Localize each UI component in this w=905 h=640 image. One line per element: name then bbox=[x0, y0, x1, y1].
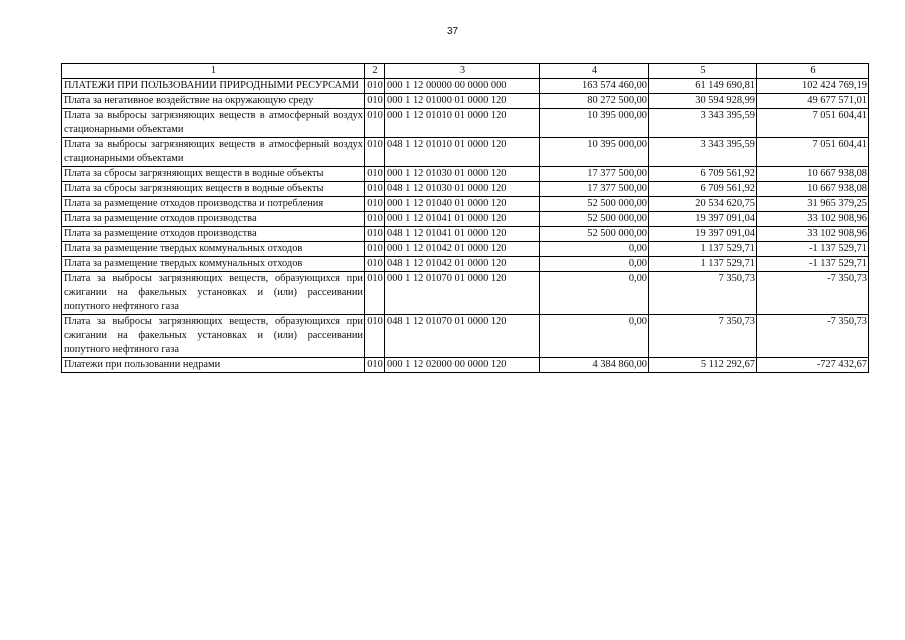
row-value-col4: 0,00 bbox=[540, 315, 649, 358]
row-value-col6: 33 102 908,96 bbox=[757, 227, 869, 242]
row-value-col6: 49 677 571,01 bbox=[757, 94, 869, 109]
row-value-col5: 20 534 620,75 bbox=[649, 197, 757, 212]
row-name: Плата за выбросы загрязняющих веществ, образующихся при сжигании на факельных установках и (или) рассеивании попутного нефтяного газа bbox=[62, 315, 365, 358]
row-value-col5: 30 594 928,99 bbox=[649, 94, 757, 109]
row-value-col6: 10 667 938,08 bbox=[757, 167, 869, 182]
column-header-6: 6 bbox=[757, 64, 869, 79]
row-value-col5: 1 137 529,71 bbox=[649, 242, 757, 257]
row-value-col5: 3 343 395,59 bbox=[649, 109, 757, 138]
column-header-5: 5 bbox=[649, 64, 757, 79]
row-code: 010 bbox=[365, 272, 385, 315]
row-classification-code: 000 1 12 01040 01 0000 120 bbox=[385, 197, 540, 212]
row-classification-code: 000 1 12 01042 01 0000 120 bbox=[385, 242, 540, 257]
table-row bbox=[62, 94, 869, 109]
row-value-col5: 1 137 529,71 bbox=[649, 257, 757, 272]
row-classification-code: 000 1 12 01070 01 0000 120 bbox=[385, 272, 540, 315]
table-row bbox=[62, 315, 869, 358]
row-name: Плата за размещение отходов производства и потребления bbox=[62, 197, 365, 212]
row-value-col6: -727 432,67 bbox=[757, 358, 869, 373]
row-value-col6: -7 350,73 bbox=[757, 315, 869, 358]
row-classification-code: 048 1 12 01042 01 0000 120 bbox=[385, 257, 540, 272]
table-row bbox=[62, 257, 869, 272]
row-code: 010 bbox=[365, 212, 385, 227]
row-classification-code: 000 1 12 01010 01 0000 120 bbox=[385, 109, 540, 138]
row-name: Плата за сбросы загрязняющих веществ в водные объекты bbox=[62, 182, 365, 197]
row-classification-code: 000 1 12 01000 01 0000 120 bbox=[385, 94, 540, 109]
row-code: 010 bbox=[365, 242, 385, 257]
table-row bbox=[62, 212, 869, 227]
row-classification-code: 048 1 12 01030 01 0000 120 bbox=[385, 182, 540, 197]
row-value-col6: -7 350,73 bbox=[757, 272, 869, 315]
row-value-col5: 7 350,73 bbox=[649, 315, 757, 358]
row-code: 010 bbox=[365, 167, 385, 182]
row-classification-code: 048 1 12 01010 01 0000 120 bbox=[385, 138, 540, 167]
row-code: 010 bbox=[365, 182, 385, 197]
budget-table bbox=[61, 63, 869, 373]
row-value-col4: 4 384 860,00 bbox=[540, 358, 649, 373]
row-value-col4: 10 395 000,00 bbox=[540, 138, 649, 167]
row-name: Плата за выбросы загрязняющих веществ, образующихся при сжигании на факельных установках и (или) рассеивании попутного нефтяного газа bbox=[62, 272, 365, 315]
row-value-col4: 163 574 460,00 bbox=[540, 79, 649, 94]
row-value-col6: 10 667 938,08 bbox=[757, 182, 869, 197]
row-name: Плата за размещение твердых коммунальных отходов bbox=[62, 257, 365, 272]
row-value-col4: 52 500 000,00 bbox=[540, 227, 649, 242]
row-value-col4: 10 395 000,00 bbox=[540, 109, 649, 138]
table-row bbox=[62, 358, 869, 373]
row-name: Плата за негативное воздействие на окружающую среду bbox=[62, 94, 365, 109]
row-code: 010 bbox=[365, 197, 385, 212]
table-row bbox=[62, 197, 869, 212]
row-value-col5: 6 709 561,92 bbox=[649, 182, 757, 197]
page-number: 37 bbox=[446, 26, 459, 37]
row-value-col5: 5 112 292,67 bbox=[649, 358, 757, 373]
table-row bbox=[62, 242, 869, 257]
row-name: Плата за размещение твердых коммунальных отходов bbox=[62, 242, 365, 257]
row-value-col4: 17 377 500,00 bbox=[540, 182, 649, 197]
row-value-col6: -1 137 529,71 bbox=[757, 242, 869, 257]
table-row bbox=[62, 167, 869, 182]
row-value-col4: 0,00 bbox=[540, 242, 649, 257]
row-code: 010 bbox=[365, 138, 385, 167]
row-value-col4: 0,00 bbox=[540, 272, 649, 315]
table-row bbox=[62, 272, 869, 315]
row-value-col5: 19 397 091,04 bbox=[649, 227, 757, 242]
row-value-col6: -1 137 529,71 bbox=[757, 257, 869, 272]
row-name: Платежи при пользовании недрами bbox=[62, 358, 365, 373]
row-value-col5: 3 343 395,59 bbox=[649, 138, 757, 167]
row-code: 010 bbox=[365, 79, 385, 94]
row-value-col5: 7 350,73 bbox=[649, 272, 757, 315]
row-name: Плата за размещение отходов производства bbox=[62, 212, 365, 227]
table-row bbox=[62, 227, 869, 242]
row-value-col6: 7 051 604,41 bbox=[757, 109, 869, 138]
row-name: Плата за выбросы загрязняющих веществ в атмосферный воздух стационарными объектами bbox=[62, 138, 365, 167]
row-value-col4: 17 377 500,00 bbox=[540, 167, 649, 182]
row-classification-code: 048 1 12 01041 01 0000 120 bbox=[385, 227, 540, 242]
table-body bbox=[62, 79, 869, 373]
row-code: 010 bbox=[365, 94, 385, 109]
row-value-col4: 0,00 bbox=[540, 257, 649, 272]
row-value-col4: 52 500 000,00 bbox=[540, 212, 649, 227]
row-classification-code: 000 1 12 00000 00 0000 000 bbox=[385, 79, 540, 94]
table-row bbox=[62, 109, 869, 138]
row-name: Плата за сбросы загрязняющих веществ в водные объекты bbox=[62, 167, 365, 182]
table-row bbox=[62, 138, 869, 167]
row-classification-code: 000 1 12 01030 01 0000 120 bbox=[385, 167, 540, 182]
column-header-2: 2 bbox=[365, 64, 385, 79]
row-name: Плата за выбросы загрязняющих веществ в атмосферный воздух стационарными объектами bbox=[62, 109, 365, 138]
row-value-col4: 80 272 500,00 bbox=[540, 94, 649, 109]
row-value-col6: 33 102 908,96 bbox=[757, 212, 869, 227]
row-value-col6: 102 424 769,19 bbox=[757, 79, 869, 94]
row-code: 010 bbox=[365, 315, 385, 358]
column-header-3: 3 bbox=[385, 64, 540, 79]
table-header-row bbox=[62, 64, 869, 79]
row-value-col5: 61 149 690,81 bbox=[649, 79, 757, 94]
row-value-col4: 52 500 000,00 bbox=[540, 197, 649, 212]
column-header-4: 4 bbox=[540, 64, 649, 79]
row-classification-code: 000 1 12 01041 01 0000 120 bbox=[385, 212, 540, 227]
row-value-col6: 31 965 379,25 bbox=[757, 197, 869, 212]
row-value-col6: 7 051 604,41 bbox=[757, 138, 869, 167]
table-row bbox=[62, 182, 869, 197]
row-name: Плата за размещение отходов производства bbox=[62, 227, 365, 242]
row-classification-code: 000 1 12 02000 00 0000 120 bbox=[385, 358, 540, 373]
row-classification-code: 048 1 12 01070 01 0000 120 bbox=[385, 315, 540, 358]
row-code: 010 bbox=[365, 257, 385, 272]
row-name: ПЛАТЕЖИ ПРИ ПОЛЬЗОВАНИИ ПРИРОДНЫМИ РЕСУРСАМИ bbox=[62, 79, 365, 94]
row-code: 010 bbox=[365, 109, 385, 138]
row-code: 010 bbox=[365, 227, 385, 242]
row-code: 010 bbox=[365, 358, 385, 373]
row-value-col5: 19 397 091,04 bbox=[649, 212, 757, 227]
row-value-col5: 6 709 561,92 bbox=[649, 167, 757, 182]
table-row bbox=[62, 79, 869, 94]
column-header-1: 1 bbox=[62, 64, 365, 79]
